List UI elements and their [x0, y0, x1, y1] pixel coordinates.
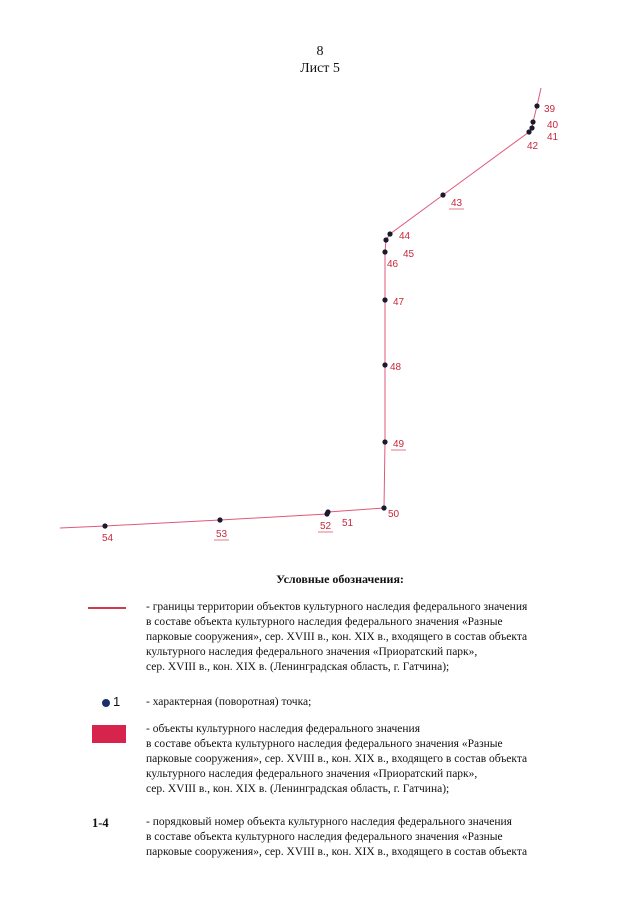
point-label: 46: [387, 259, 399, 270]
point-label: 51: [342, 518, 354, 529]
boundary-point-marker: [382, 297, 387, 302]
legend-boundary-line-symbol: [88, 607, 126, 609]
boundary-point-marker: [381, 505, 386, 510]
boundary-point-marker: [530, 119, 535, 124]
legend-point-symbol-label: 1: [113, 694, 121, 709]
point-label: 50: [388, 509, 400, 520]
boundary-point-marker: [534, 103, 539, 108]
legend-object-area-symbol: [92, 725, 126, 743]
boundary-point-marker: [324, 511, 329, 516]
point-label: 39: [544, 104, 556, 115]
legend-objects-text: - объекты культурного наследия федерального значения в составе объекта культурного наследия федерального значения «Разные парковые сооружения», сер. XVIII в., кон. XIX в., входящего в состав объекта культурного наследия федерального значения «Приоратский парк», сер. XVIII в., кон. XIX в. (Ленинградская область, г. Гатчина);: [146, 723, 528, 795]
boundary-point-marker: [382, 362, 387, 367]
page-number: 8: [316, 44, 324, 59]
point-label: 47: [393, 297, 405, 308]
point-label: 45: [403, 249, 415, 260]
legend-number-text: - порядковый номер объекта культурного наследия федерального значения в составе объекта культурного наследия федерального значения «Разные парковые сооружения», сер. XVIII в., кон. XIX в., входящего в состав объекта: [146, 816, 528, 858]
point-label: 44: [399, 231, 411, 242]
boundary-point-marker: [102, 523, 107, 528]
boundary-point-marker: [440, 192, 445, 197]
sheet-label: Лист 5: [300, 61, 340, 76]
boundary-point-marker: [217, 517, 222, 522]
point-label: 52: [320, 521, 332, 532]
point-label: 43: [451, 198, 463, 209]
legend-title: Условные обозначения:: [276, 572, 404, 586]
legend-number-symbol: 1-4: [92, 816, 109, 830]
boundary-point-marker: [382, 439, 387, 444]
point-label: 49: [393, 439, 405, 450]
point-label: 42: [527, 141, 539, 152]
boundary-point-marker: [383, 237, 388, 242]
point-label: 53: [216, 529, 228, 540]
point-label: 41: [547, 132, 559, 143]
boundary-point-marker: [387, 231, 392, 236]
point-label: 54: [102, 533, 114, 544]
point-label: 48: [390, 362, 402, 373]
legend-point-text: - характерная (поворотная) точка;: [146, 696, 312, 708]
boundary-point-marker: [382, 249, 387, 254]
legend-boundary-text: - границы территории объектов культурного наследия федерального значения в составе объекта культурного наследия федерального значения «Разные парковые сооружения», сер. XVIII в., кон. XIX в., входящего в состав объекта культурного наследия федерального значения «Приоратский парк», сер. XVIII в., кон. XIX в. (Ленинградская область, г. Гатчина);: [146, 601, 528, 673]
point-label: 40: [547, 120, 559, 131]
boundary-line: [60, 88, 541, 528]
legend-point-dot-symbol: [102, 699, 110, 707]
boundary-point-marker: [526, 129, 531, 134]
